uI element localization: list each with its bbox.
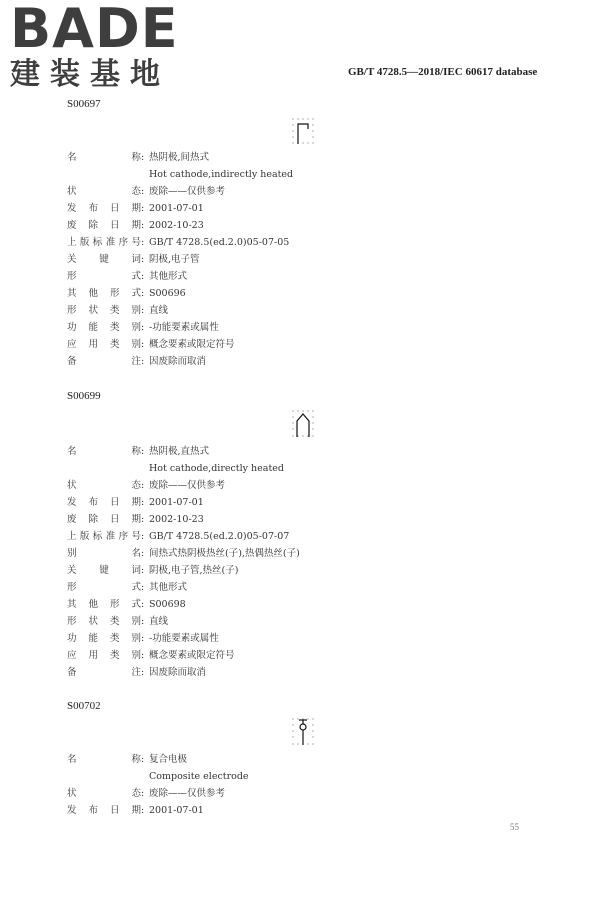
entry-s00697 xyxy=(67,96,527,367)
row-withdraw-date: 废除日期 : 2002-10-23 xyxy=(67,514,204,525)
page-number: 55 xyxy=(510,822,519,832)
row-publish-date: 发布日期 : 2001-07-01 xyxy=(67,497,204,508)
row-function-class: 功能类别 : -功能要素或属性 xyxy=(67,322,219,333)
row-alias: 别名 : 间热式热阴极热丝(子),热偶热丝(子) xyxy=(67,548,300,559)
row-function-class: 功能类别 : -功能要素或属性 xyxy=(67,633,219,644)
entry-id: S00699 xyxy=(67,390,101,402)
row-name-en: Hot cathode,directly heated xyxy=(149,463,284,474)
row-publish-date: 发布日期 : 2001-07-01 xyxy=(67,805,204,816)
row-publish-date: 发布日期 : 2001-07-01 xyxy=(67,203,204,214)
entry-id: S00702 xyxy=(67,700,101,712)
row-status: 状态 : 废除——仅供参考 xyxy=(67,186,226,197)
page-header-title: GB/T 4728.5—2018/IEC 60617 database xyxy=(348,66,538,78)
row-previous-edition: 上版标准序号 : GB/T 4728.5(ed.2.0)05-07-07 xyxy=(67,531,290,542)
entry-id: S00697 xyxy=(67,98,101,110)
logo-latin: BADE xyxy=(10,0,179,60)
row-other-form: 其他形式 : S00696 xyxy=(67,288,186,299)
entry-s00702 xyxy=(67,698,527,816)
row-name: 名称 : 热阴极,直热式 xyxy=(67,446,210,457)
row-name-en: Composite electrode xyxy=(149,771,249,782)
row-name: 名称 : 复合电极 xyxy=(67,754,188,765)
row-other-form: 其他形式 : S00698 xyxy=(67,599,186,610)
row-remarks: 备注 : 因废除而取消 xyxy=(67,667,207,678)
row-form: 形式 : 其他形式 xyxy=(67,271,188,282)
entry-s00699 xyxy=(67,388,527,678)
indirectly-heated-cathode-symbol xyxy=(290,116,316,146)
composite-electrode-symbol xyxy=(290,716,316,748)
row-remarks: 备注 : 因废除而取消 xyxy=(67,356,207,367)
row-keywords: 关键词 : 阴极,电子管 xyxy=(67,254,200,265)
row-name: 名称 : 热阴极,间热式 xyxy=(67,152,210,163)
row-form: 形式 : 其他形式 xyxy=(67,582,188,593)
directly-heated-cathode-symbol xyxy=(290,408,316,440)
row-shape-class: 形状类别 : 直线 xyxy=(67,616,169,627)
row-status: 状态 : 废除——仅供参考 xyxy=(67,788,226,799)
row-previous-edition: 上版标准序号 : GB/T 4728.5(ed.2.0)05-07-05 xyxy=(67,237,290,248)
row-name-en: Hot cathode,indirectly heated xyxy=(149,169,294,180)
row-status: 状态 : 废除——仅供参考 xyxy=(67,480,226,491)
row-withdraw-date: 废除日期 : 2002-10-23 xyxy=(67,220,204,231)
row-application-class: 应用类别 : 概念要素或限定符号 xyxy=(67,650,235,661)
row-shape-class: 形状类别 : 直线 xyxy=(67,305,169,316)
row-keywords: 关键词 : 阴极,电子管,热丝(子) xyxy=(67,565,239,576)
logo xyxy=(10,0,179,92)
logo-cn: 建装基地 xyxy=(10,57,170,92)
row-application-class: 应用类别 : 概念要素或限定符号 xyxy=(67,339,235,350)
